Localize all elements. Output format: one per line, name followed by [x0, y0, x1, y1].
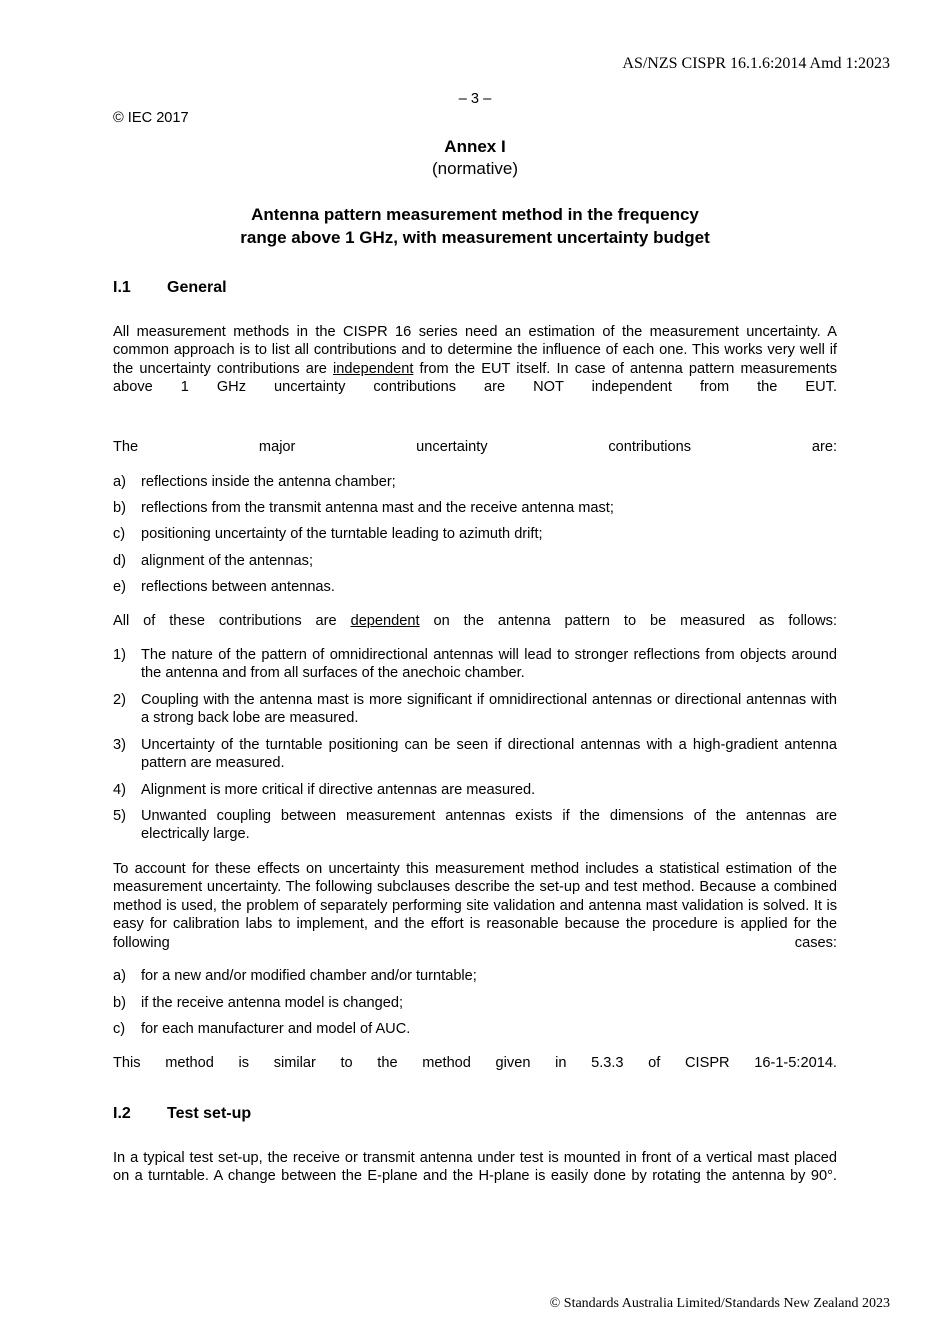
iec-copyright: © IEC 2017	[113, 110, 189, 126]
section-title: General	[167, 279, 227, 296]
list-label: a)	[113, 474, 126, 490]
list-item	[113, 736, 837, 773]
section-heading-test-setup	[113, 1105, 251, 1123]
document-title-line-2: range above 1 GHz, with measurement uncertainty budget	[240, 228, 710, 247]
paragraph-text: All measurement methods in the CISPR 16 series need an estimation of the measurement uncertainty. A common approach is to list all contributions and to determine the influence of each one. This works very well if the uncertainty contributions are	[113, 324, 837, 377]
list-text: The nature of the pattern of omnidirectional antennas will lead to stronger reflections from objects around the antenna and from all surfaces of the anechoic chamber.	[141, 647, 837, 682]
list-text: for each manufacturer and model of AUC.	[141, 1021, 411, 1037]
list-label: d)	[113, 553, 126, 569]
general-paragraph-4: To account for these effects on uncertainty this measurement method includes a statistical estimation of the measurement uncertainty. The following subclauses describe the set-up and test method. Because a combined method is used, the problem of separately performing site validation and antenna mast validation is solved. It is easy for calibration labs to implement, and the effort is reasonable because the procedure is applied for the following cases:	[113, 861, 837, 951]
section-number: I.2	[113, 1105, 131, 1122]
page-number: – 3 –	[458, 91, 492, 107]
standard-identifier: AS/NZS CISPR 16.1.6:2014 Amd 1:2023	[622, 55, 890, 72]
list-label: b)	[113, 500, 126, 516]
list-text: Coupling with the antenna mast is more significant if omnidirectional antennas or directional antennas with a strong back lobe are measured.	[141, 692, 837, 727]
list-item	[113, 646, 837, 683]
section-number: I.1	[113, 279, 131, 296]
list-text: alignment of the antennas;	[141, 553, 314, 569]
list-label: 2)	[113, 692, 126, 708]
paragraph-text: on the antenna pattern to be measured as follows:	[419, 613, 838, 629]
test-setup-paragraph: In a typical test set-up, the receive or transmit antenna under test is mounted in front of a vertical mast placed on a turntable. A change between the E-plane and the H-plane is easily done by rotating the antenna by 90°.	[113, 1150, 837, 1185]
list-item	[113, 552, 837, 570]
list-text: reflections from the transmit antenna mast and the receive antenna mast;	[141, 500, 614, 516]
document-title-line-1: Antenna pattern measurement method in the frequency	[251, 205, 699, 224]
list-label: 5)	[113, 808, 126, 824]
list-label: a)	[113, 968, 126, 984]
list-item	[113, 994, 837, 1012]
list-text: Uncertainty of the turntable positioning can be seen if directional antennas with a high-gradient antenna pattern are measured.	[141, 737, 837, 772]
list-text: positioning uncertainty of the turntable leading to azimuth drift;	[141, 526, 543, 542]
list-text: Unwanted coupling between measurement antennas exists if the dimensions of the antennas are electrically large.	[141, 808, 837, 843]
list-text: reflections inside the antenna chamber;	[141, 474, 396, 490]
section-heading-general	[113, 279, 227, 297]
list-item	[113, 499, 837, 517]
list-label: c)	[113, 526, 126, 542]
list-item	[113, 578, 837, 596]
list-item	[113, 967, 837, 985]
list-text: if the receive antenna model is changed;	[141, 995, 404, 1011]
general-paragraph-5: This method is similar to the method given in 5.3.3 of CISPR 16-1-5:2014.	[113, 1055, 837, 1071]
list-label: e)	[113, 579, 126, 595]
underlined-term: independent	[333, 360, 414, 377]
list-item	[113, 691, 837, 728]
list-item	[113, 473, 837, 491]
list-label: 3)	[113, 737, 126, 753]
list-label: 4)	[113, 782, 126, 798]
document-title	[0, 203, 950, 249]
list-text: for a new and/or modified chamber and/or turntable;	[141, 968, 477, 984]
general-paragraph-1	[113, 323, 837, 415]
list-label: c)	[113, 1021, 126, 1037]
underlined-term: dependent	[350, 613, 420, 629]
list-item	[113, 525, 837, 543]
list-item	[113, 1020, 837, 1038]
general-paragraph-2: The major uncertainty contributions are:	[113, 439, 837, 455]
annex-subtitle: (normative)	[432, 159, 518, 178]
list-item	[113, 807, 837, 844]
paragraph-text: All of these contributions are	[113, 613, 351, 629]
annex-title: Annex I	[444, 137, 506, 156]
list-item	[113, 781, 837, 799]
list-label: b)	[113, 995, 126, 1011]
list-text: Alignment is more critical if directive antennas are measured.	[141, 782, 536, 798]
list-label: 1)	[113, 647, 126, 663]
list-text: reflections between antennas.	[141, 579, 335, 595]
section-title: Test set-up	[167, 1105, 252, 1122]
general-paragraph-3	[113, 612, 837, 649]
paragraph-text: from the EUT itself. In case of antenna pattern measurements above 1 GHz uncertainty contributions are NOT independent from the EUT.	[113, 360, 837, 396]
footer-copyright: © Standards Australia Limited/Standards New Zealand 2023	[549, 1296, 890, 1311]
